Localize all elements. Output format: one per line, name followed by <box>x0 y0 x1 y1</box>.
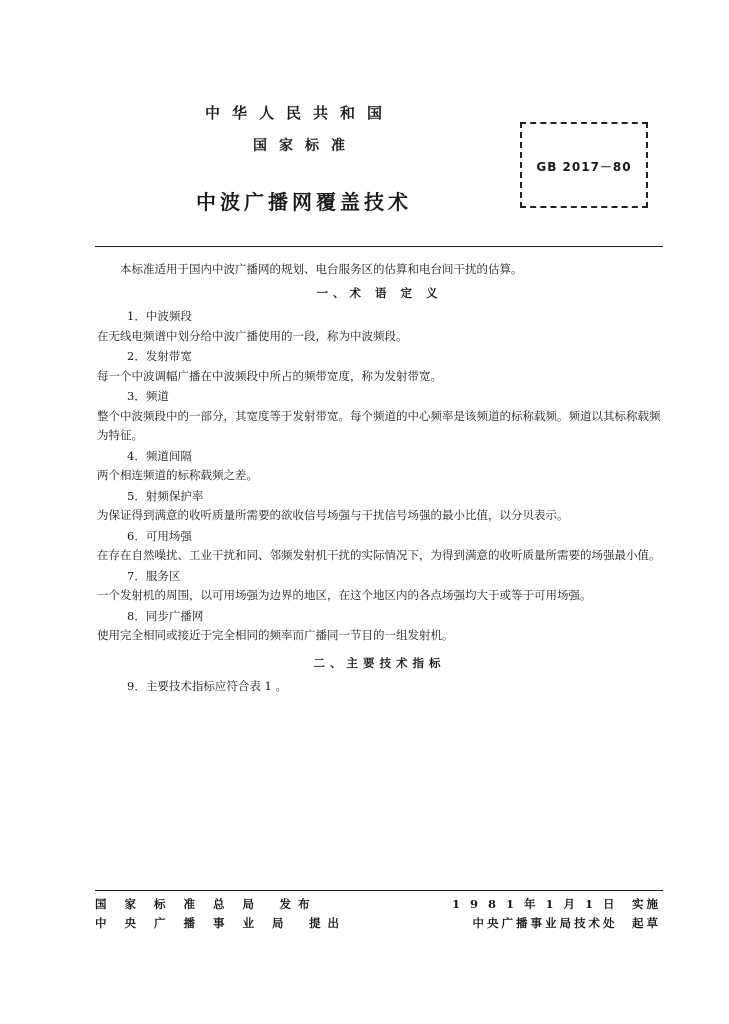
term-5-heading: 5．射频保护率 <box>127 488 204 503</box>
scope-paragraph: 本标准适用于国内中波广播网的规划、电台服务区的估算和电台间干扰的估算。 <box>120 262 523 276</box>
footer-implementation-date: 1 9 8 1 年 1 月 1 日 实施 <box>451 897 661 911</box>
footer-drafted-by: 中央广播事业局技术处 起草 <box>472 916 661 930</box>
footer-divider <box>95 890 663 891</box>
issuing-country: 中华人民共和国 <box>205 104 395 122</box>
term-1-definition: 在无线电频谱中划分给中波广播使用的一段，称为中波频段。 <box>97 328 408 343</box>
document-title: 中波广播网覆盖技术 <box>196 190 412 214</box>
term-8-heading: 8．同步广播网 <box>127 608 204 623</box>
term-7-heading: 7．服务区 <box>127 568 181 583</box>
section-2-heading: 二、主要技术指标 <box>313 655 446 670</box>
term-8-definition: 使用完全相同或接近于完全相同的频率而广播同一节目的一组发射机。 <box>97 628 454 642</box>
term-2-heading: 2．发射带宽 <box>127 349 192 363</box>
item-9: 9．主要技术指标应符合表 1 。 <box>127 679 287 693</box>
standard-type: 国家标准 <box>253 138 357 154</box>
term-6-definition: 在存在自然噪扰、工业干扰和同、邻频发射机干扰的实际情况下，为得到满意的收听质量所需要的场强最小值。 <box>97 548 661 562</box>
standard-number: GB 2017－80 <box>536 160 632 174</box>
section-1-heading: 一、术 语 定 义 <box>316 285 443 300</box>
term-4-heading: 4．频道间隔 <box>127 448 192 463</box>
term-7-definition: 一个发射机的周围，以可用场强为边界的地区，在这个地区内的各点场强均大于或等于可用场强。 <box>97 588 592 602</box>
term-4-definition: 两个相连频道的标称载频之差。 <box>97 468 258 482</box>
term-5-definition: 为保证得到满意的收听质量所需要的欲收信号场强与干扰信号场强的最小比值，以分贝表示。 <box>97 508 569 522</box>
header-divider <box>95 246 663 247</box>
term-6-heading: 6．可用场强 <box>127 528 192 543</box>
footer-proposed-by: 中 央 广 播 事 业 局 提出 <box>95 916 347 930</box>
term-1-heading: 1．中波频段 <box>127 309 192 323</box>
term-2-definition: 每一个中波调幅广播在中波频段中所占的频带宽度，称为发射带宽。 <box>97 368 442 383</box>
document-body <box>97 260 662 697</box>
footer-issued-by: 国 家 标 准 总 局 发布 <box>95 897 317 911</box>
term-3-heading: 3．频道 <box>127 389 169 403</box>
term-3-definition: 整个中波频段中的一部分，其宽度等于发射带宽。每个频道的中心频率是该频道的标称载频。频道以其标称载频为特征。 <box>97 408 661 442</box>
